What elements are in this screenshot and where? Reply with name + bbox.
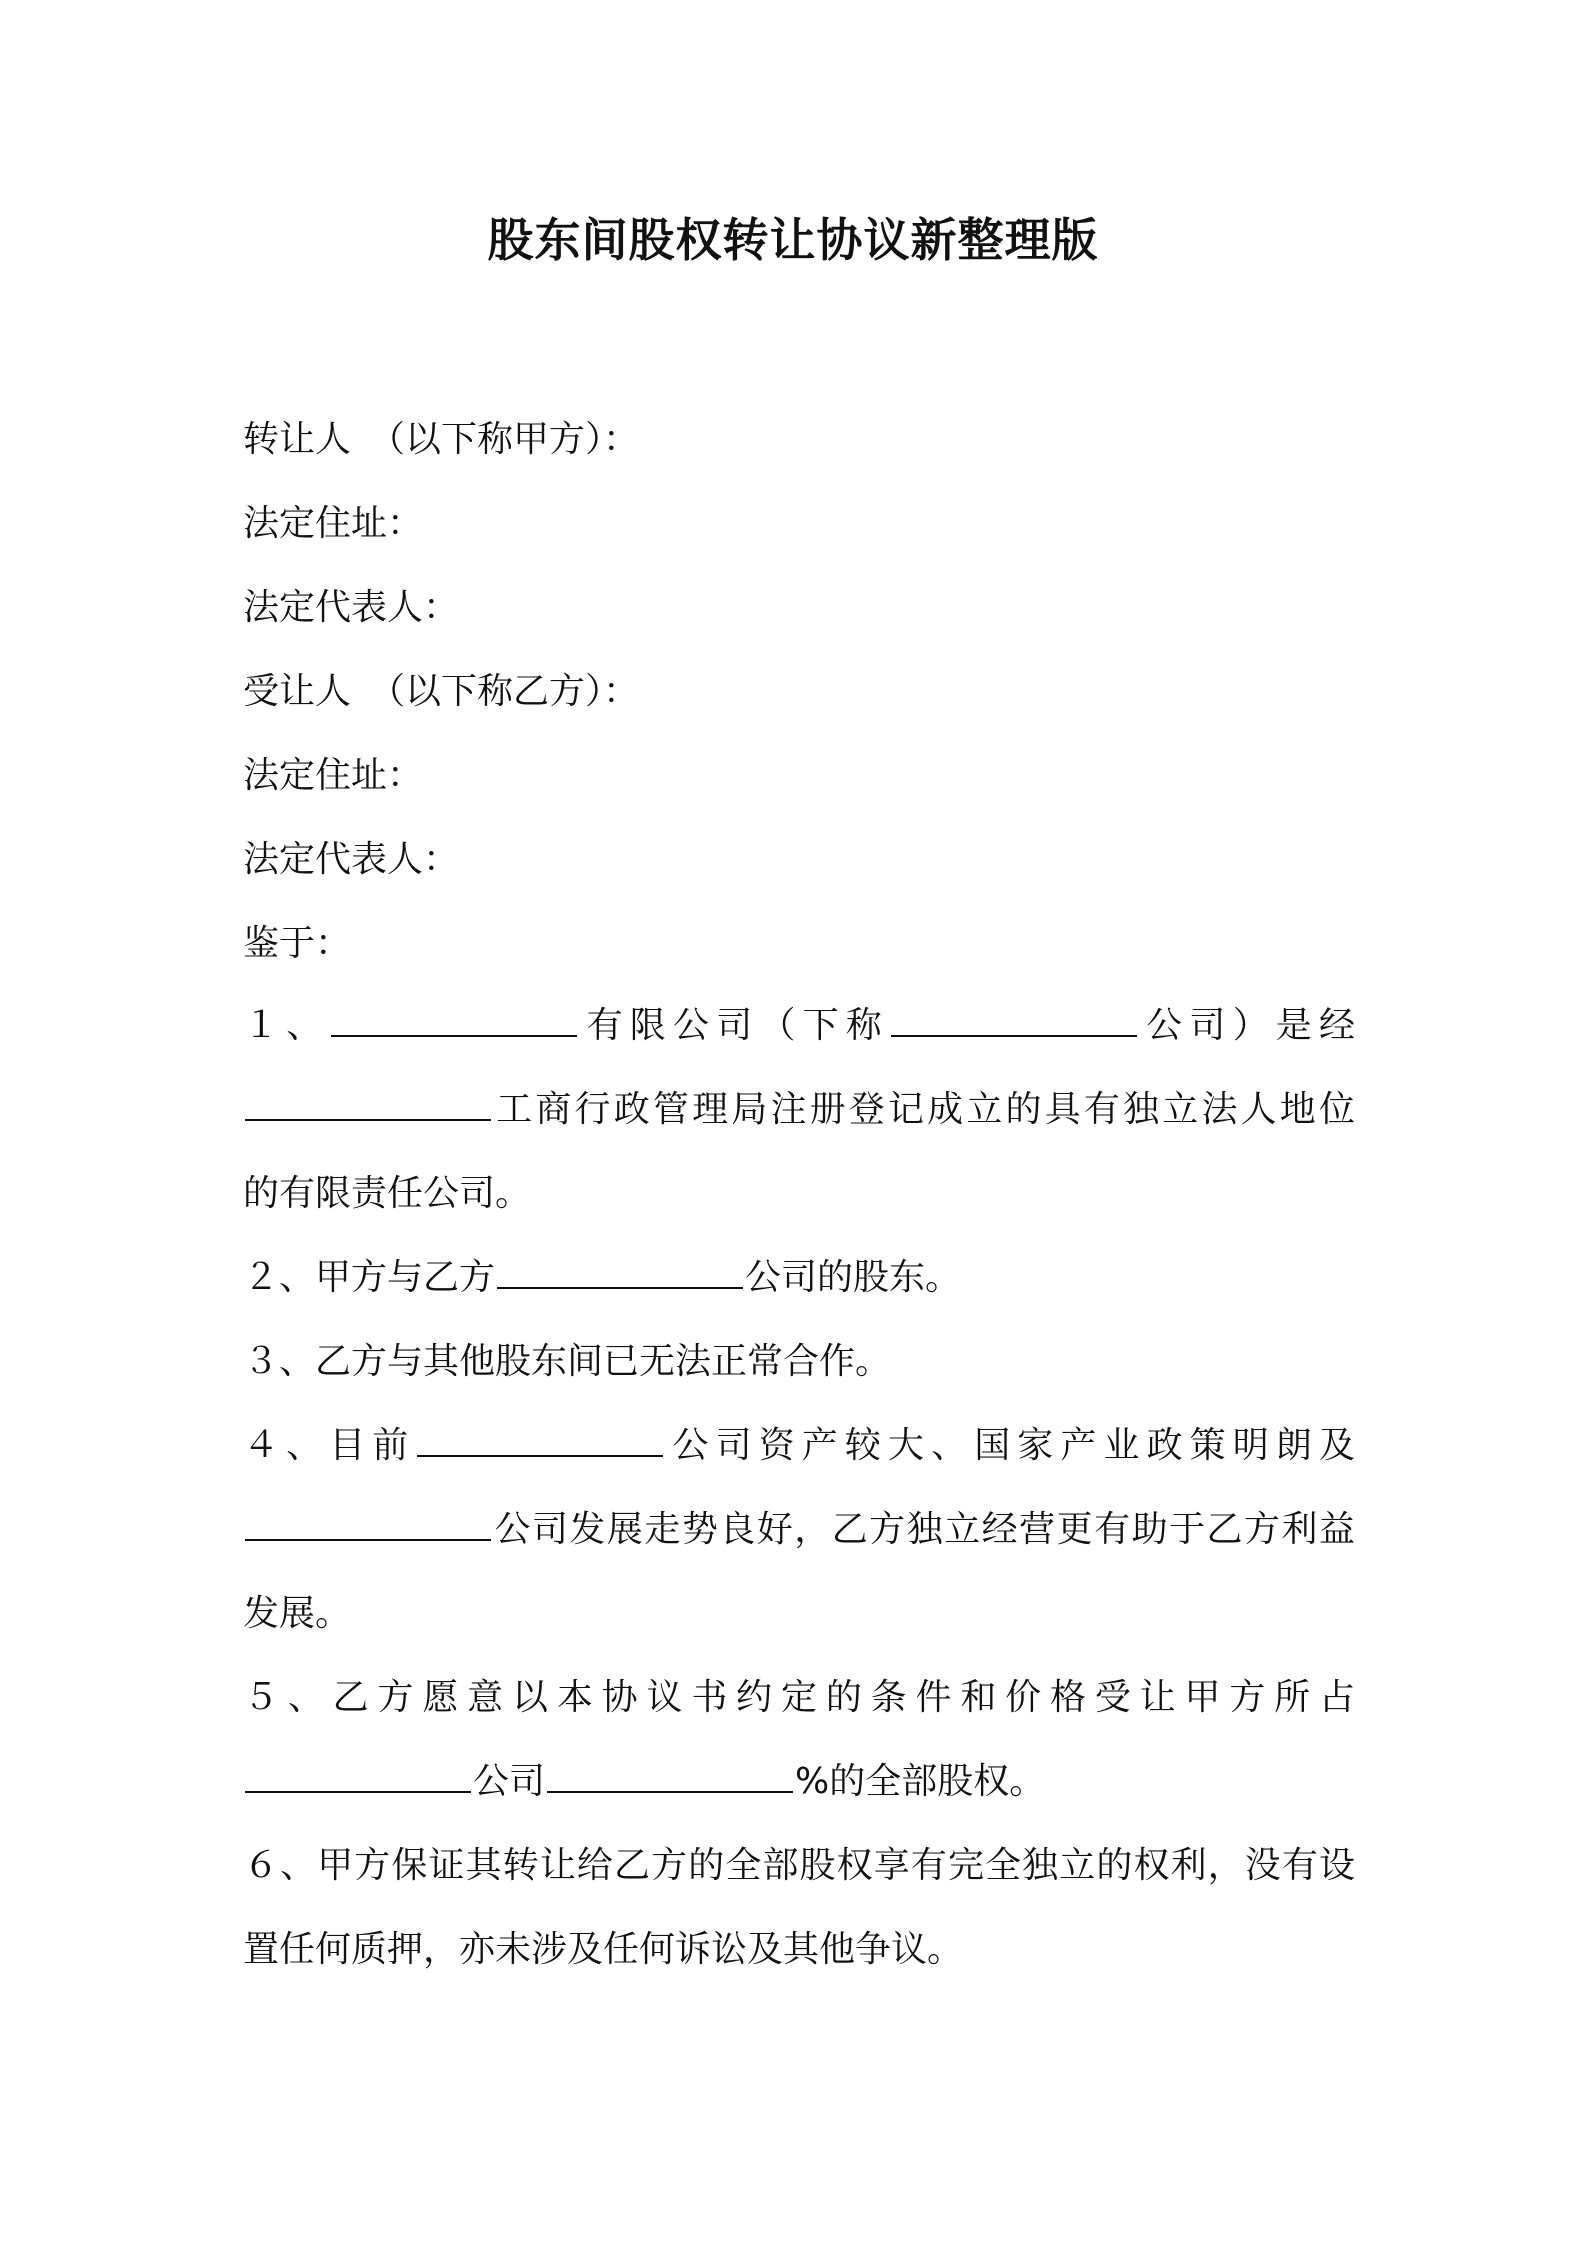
clause-6-line-1: ６、甲方保证其转让给乙方的全部股权享有完全独立的权利，没有设 <box>243 1845 1355 1886</box>
clause-2 <box>243 1252 961 1304</box>
transferor-address-label: 法定住址： <box>243 503 424 544</box>
clause-5-mid: 公司 <box>473 1761 546 1802</box>
clause-5-percentage-blank <box>547 1757 793 1793</box>
clause-2-prefix: ２、甲方与乙方 <box>243 1257 496 1298</box>
transferor-label: 转让人 （以下称甲方）： <box>243 419 640 460</box>
clause-1-mid-2: 公司）是经 <box>1138 1005 1355 1046</box>
clause-1-line-2 <box>243 1084 1355 1136</box>
registration-authority-blank <box>245 1085 491 1121</box>
whereas-label: 鉴于： <box>243 923 352 964</box>
clause-4-prefix: ４、目前 <box>243 1425 416 1466</box>
transferee-label: 受让人 （以下称乙方）： <box>243 671 640 712</box>
clause-3: ３、乙方与其他股东间已无法正常合作。 <box>243 1341 892 1382</box>
clause-4-line-3: 发展。 <box>243 1593 352 1634</box>
clause-5-line-1: ５、乙方愿意以本协议书约定的条件和价格受让甲方所占 <box>243 1677 1355 1718</box>
clause-1-prefix: １、 <box>243 1005 330 1046</box>
clause-1-line-3: 的有限责任公司。 <box>243 1173 532 1214</box>
clause-5-suffix: %的全部股权。 <box>795 1761 1046 1802</box>
clause-1-line-2-text: 工商行政管理局注册登记成立的具有独立法人地位 <box>493 1089 1355 1130</box>
clause-2-suffix: 公司的股东。 <box>745 1257 962 1298</box>
clause-5-company-blank <box>245 1757 471 1793</box>
transferee-representative-label: 法定代表人： <box>243 839 460 880</box>
clause-4-company-blank-1 <box>417 1421 663 1457</box>
clause-6-line-2: 置任何质押，亦未涉及任何诉讼及其他争议。 <box>243 1929 964 1970</box>
clause-2-company-blank <box>497 1253 743 1289</box>
transferor-representative-label: 法定代表人： <box>243 587 460 628</box>
clause-4-company-blank-2 <box>245 1505 491 1541</box>
transferee-address-label: 法定住址： <box>243 755 424 796</box>
document-title: 股东间股权转让协议新整理版 <box>487 213 1099 267</box>
clause-4-line-2 <box>243 1504 1355 1556</box>
clause-5-line-2 <box>243 1756 1045 1808</box>
clause-4-mid: 公司资产较大、国家产业政策明朗及 <box>665 1425 1355 1466</box>
clause-4-line-2-text: 公司发展走势良好，乙方独立经营更有助于乙方利益 <box>493 1509 1355 1550</box>
clause-1-mid-1: 有限公司（下称 <box>579 1005 889 1046</box>
clause-4-line-1 <box>243 1420 1355 1472</box>
clause-1-line-1 <box>243 1000 1355 1052</box>
company-short-name-blank <box>891 1001 1137 1037</box>
company-name-blank <box>331 1001 577 1037</box>
